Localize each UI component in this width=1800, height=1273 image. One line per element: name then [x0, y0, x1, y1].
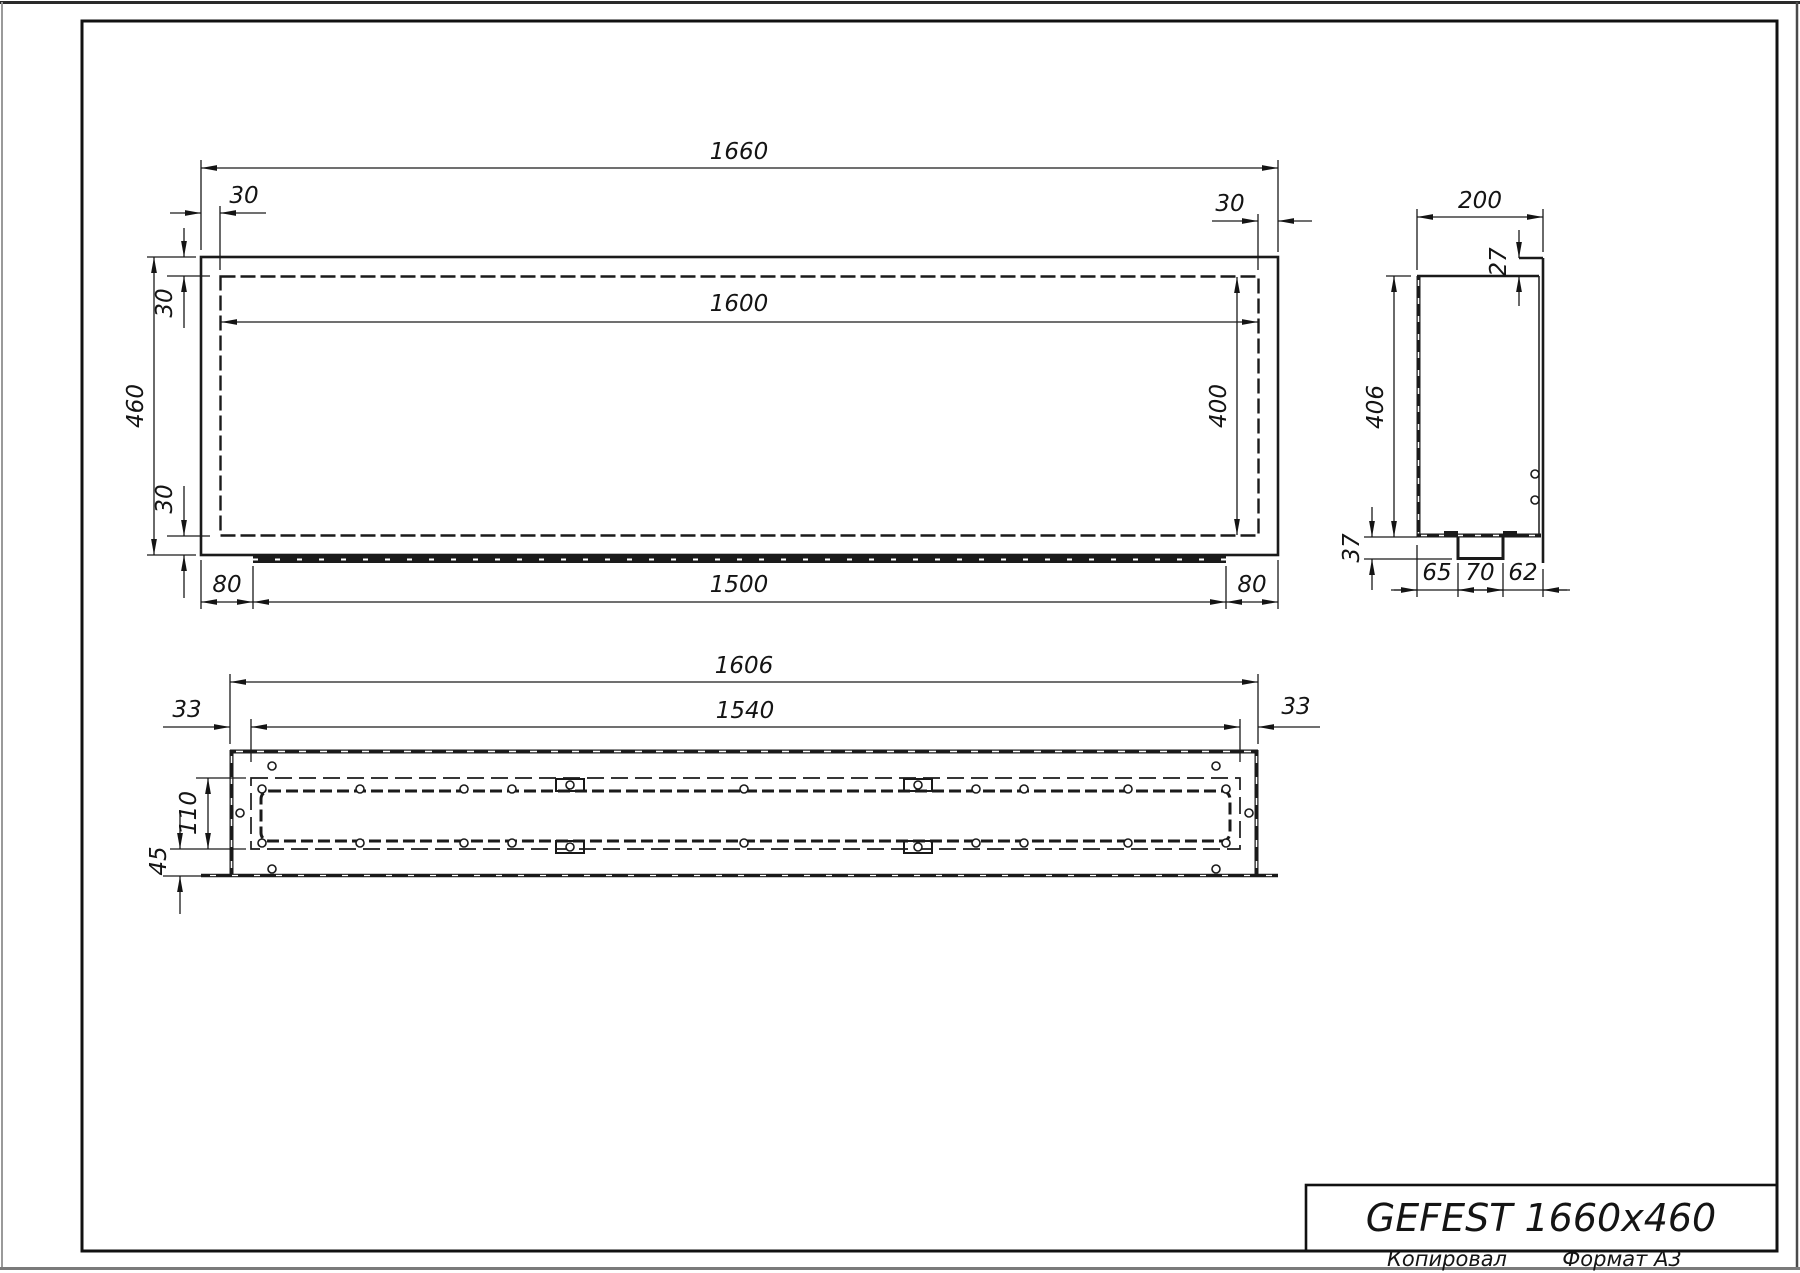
front-view [123, 139, 1312, 609]
dim-bottom-edge-offset: 45 [146, 846, 172, 876]
bottom-extension-lines [163, 674, 1258, 876]
dim-front-overall-width: 1660 [709, 139, 769, 165]
dim-bottom-margin-right: 33 [1281, 694, 1311, 720]
dim-side-seg-left: 65 [1422, 560, 1452, 586]
dim-front-flange-lower: 30 [152, 484, 178, 514]
front-panel-strip [253, 556, 1226, 563]
bottom-view [146, 653, 1320, 914]
dim-front-overall-height: 460 [123, 384, 149, 428]
dim-bottom-inner-width: 1540 [715, 698, 775, 724]
dim-bottom-inner-height: 110 [176, 791, 202, 835]
dim-bottom-margin-left: 33 [172, 697, 202, 723]
dim-front-panel-margin-right: 80 [1237, 572, 1267, 598]
dim-side-depth: 200 [1458, 188, 1502, 214]
dim-side-height: 406 [1363, 385, 1389, 429]
front-extension-lines [147, 160, 1278, 609]
side-view [1339, 188, 1570, 597]
dim-bottom-overall-width: 1606 [714, 653, 774, 679]
title-block [1306, 1185, 1777, 1251]
dim-front-flange-top-right: 30 [1215, 191, 1245, 217]
dim-front-opening-width: 1600 [709, 291, 769, 317]
footer-format-label: Формат А3 [1562, 1247, 1682, 1271]
dim-front-opening-height: 400 [1206, 384, 1232, 428]
side-extension-lines [1364, 209, 1543, 597]
dim-side-front-lip: 27 [1486, 247, 1512, 277]
sheet-edges [0, 2, 1800, 1269]
dim-front-flange-top-left: 30 [229, 183, 259, 209]
dim-front-flange-upper: 30 [152, 288, 178, 318]
bottom-body-outline [230, 750, 1258, 875]
title-block-title: GEFEST 1660x460 [1365, 1196, 1717, 1240]
dim-front-panel-width: 1500 [709, 572, 769, 598]
bottom-slot-dashed [261, 791, 1230, 841]
dim-front-panel-margin-left: 80 [212, 572, 242, 598]
side-tray-protrusion [1457, 537, 1505, 559]
dim-side-seg-right: 62 [1508, 560, 1538, 586]
side-holes [1531, 470, 1539, 504]
dim-side-seg-mid: 70 [1465, 560, 1495, 586]
front-dimension-lines [154, 168, 1312, 602]
footer-copied-label: Копировал [1387, 1247, 1507, 1271]
drawing-frame [82, 21, 1777, 1251]
dim-side-tray-drop: 37 [1339, 533, 1365, 563]
